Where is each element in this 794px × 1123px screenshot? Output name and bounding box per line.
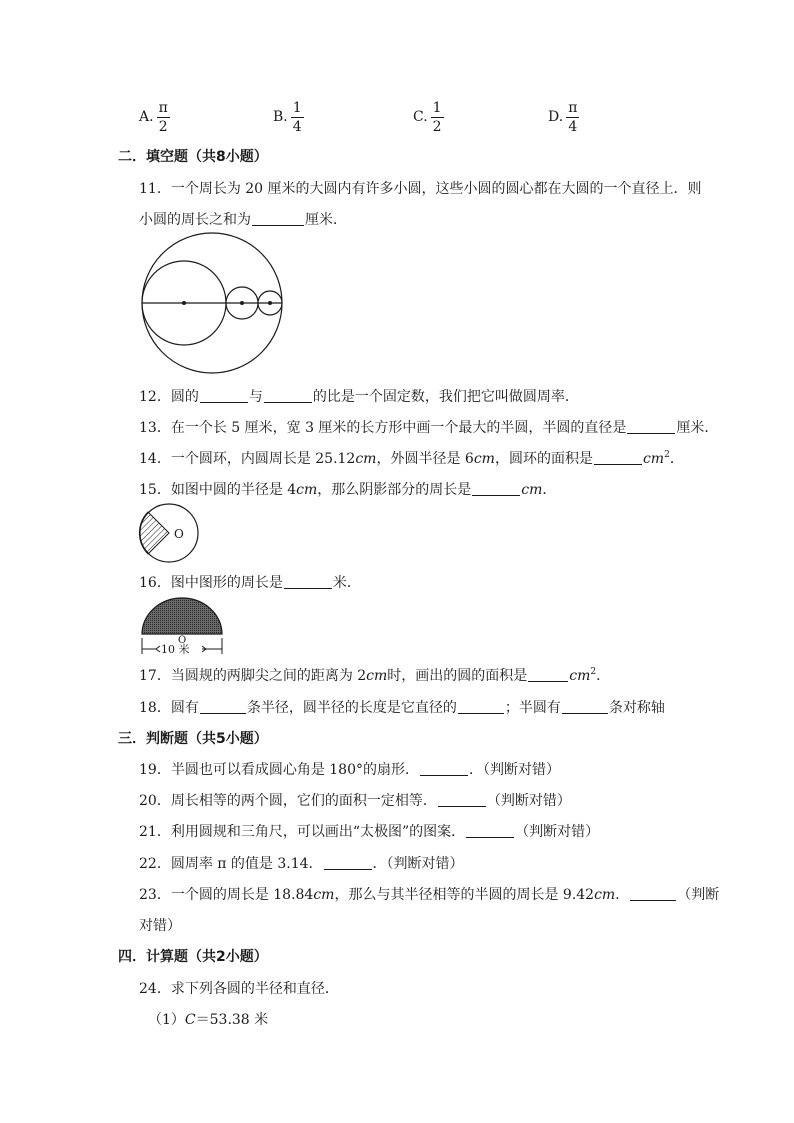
option-letter: D. <box>548 109 564 125</box>
q18-text-a: 18．圆有 <box>139 700 199 716</box>
q18-text-d: 条对称轴 <box>608 700 665 716</box>
q21-text-a: 21．利用圆规和三角尺，可以画出“太极图”的图案． <box>139 824 466 840</box>
denominator: 2 <box>432 118 442 135</box>
q20-text-b: （判断对错） <box>486 793 571 809</box>
question-16 <box>139 572 361 592</box>
numerator: 1 <box>432 99 442 116</box>
center-label: O <box>174 527 184 541</box>
unit-cm: cm <box>569 668 591 684</box>
unit-cm: cm <box>521 482 543 498</box>
answer-blank[interactable] <box>264 388 312 403</box>
unit-cm: cm <box>642 451 665 467</box>
q18-text-b: 条半径，圆半径的长度是它直径的 <box>246 700 457 716</box>
q14-text-b: ，外圆半径是 6 <box>376 451 474 467</box>
figure-circles-on-diameter <box>140 236 284 370</box>
q11-text: 11．一个周长为 20 厘米的大圆内有许多小圆，这些小圆的圆心都在大圆的一个直径上．则 <box>139 181 702 197</box>
center-dot <box>182 301 186 305</box>
answer-blank[interactable] <box>252 211 304 226</box>
answer-blank[interactable] <box>420 761 468 776</box>
q22-text-a: 22．圆周率 π 的值是 3.14． <box>139 856 323 872</box>
option-d <box>548 97 579 137</box>
q13-text-a: 13．在一个长 5 厘米，宽 3 厘米的长方形中画一个最大的半圆，半圆的直径是 <box>139 420 627 436</box>
section-heading-judge: 三．判断题（共5小题） <box>118 731 268 747</box>
option-c <box>413 97 444 137</box>
option-b <box>273 97 304 137</box>
center-label: O <box>178 635 187 646</box>
unit-cm: cm <box>313 887 335 903</box>
numerator: π <box>568 99 578 116</box>
question-20 <box>139 790 571 810</box>
q23-text-b: ，那么与其半径相等的半圆的周长是 9.42 <box>334 887 595 903</box>
q16-text-a: 16．图中图形的周长是 <box>139 575 283 591</box>
center-dot <box>268 301 272 305</box>
question-11-cont <box>139 209 347 229</box>
question-23-cont <box>139 915 181 935</box>
q12-text-b: 与 <box>248 389 263 405</box>
q12-text-a: 12．圆的 <box>139 389 199 405</box>
answer-blank[interactable] <box>528 667 568 682</box>
answer-blank[interactable] <box>594 450 642 465</box>
question-11 <box>139 178 702 198</box>
q15-text-b: ，那么阴影部分的周长是 <box>317 482 472 498</box>
q17-text-a: 17．当圆规的两脚尖之间的距离为 2 <box>139 668 367 684</box>
answer-blank[interactable] <box>458 699 504 714</box>
option-letter: C. <box>413 109 428 125</box>
q15-text-a: 15．如图中圆的半径是 4 <box>139 482 297 498</box>
q23-text-a: 23．一个圆的周长是 18.84 <box>139 887 314 903</box>
unit-cm: cm <box>473 451 495 467</box>
fraction <box>157 100 170 135</box>
q15-text-c: ． <box>542 482 557 498</box>
q24-part-value: ＝53.38 米 <box>195 1012 269 1028</box>
superscript: 2 <box>590 667 597 677</box>
answer-blank[interactable] <box>472 481 520 496</box>
question-12 <box>139 386 579 406</box>
denominator: 2 <box>158 118 168 135</box>
question-15 <box>139 479 556 499</box>
q23-text-d: （判断 <box>677 887 720 903</box>
option-letter: B. <box>273 109 288 125</box>
q13-text-b: 厘米． <box>676 420 719 436</box>
q24-part-label: （1） <box>148 1012 185 1028</box>
section-heading-fill: 二．填空题（共8小题） <box>118 149 268 165</box>
question-22 <box>139 853 464 873</box>
answer-blank[interactable] <box>466 823 514 838</box>
question-24 <box>139 978 339 998</box>
q19-text-b: ．（判断对错） <box>469 762 560 778</box>
answer-blank[interactable] <box>200 388 248 403</box>
denominator: 4 <box>292 118 302 135</box>
answer-blank[interactable] <box>562 699 608 714</box>
section-heading-calc: 四．计算题（共2小题） <box>118 949 268 965</box>
variable-c: C <box>184 1012 196 1028</box>
question-23 <box>139 884 719 904</box>
q16-text-b: 米． <box>332 575 361 591</box>
q12-text-c: 的比是一个固定数，我们把它叫做圆周率． <box>312 389 579 405</box>
dimension-label: 10 米 <box>161 643 190 656</box>
q19-text-a: 19．半圆也可以看成圆心角是 180°的扇形． <box>139 762 419 778</box>
q22-text-b: ．（判断对错） <box>372 856 464 872</box>
option-letter: A. <box>139 109 154 125</box>
denominator: 4 <box>568 118 578 135</box>
question-21 <box>139 821 599 841</box>
numerator: π <box>158 99 168 116</box>
unit-cm: cm <box>366 668 388 684</box>
answer-blank[interactable] <box>284 574 332 589</box>
figure-semicircle <box>140 598 224 656</box>
q11-text-c: 厘米． <box>305 212 347 228</box>
q14-text-d: ． <box>669 451 684 467</box>
q17-text-c: ． <box>596 668 611 684</box>
q18-text-c: ；半圆有 <box>504 700 561 716</box>
fraction <box>291 100 304 135</box>
q14-text-a: 14．一个圆环，内圆周长是 25.12 <box>139 451 356 467</box>
q24-text-a: 24．求下列各圆的半径和直径． <box>139 981 339 997</box>
answer-blank[interactable] <box>438 792 486 807</box>
fraction <box>431 100 444 135</box>
question-24-part-1 <box>148 1009 268 1029</box>
q23-text-e: 对错） <box>139 918 181 934</box>
q11-text-b: 小圆的周长之和为 <box>139 212 251 228</box>
numerator: 1 <box>292 99 302 116</box>
fraction <box>566 100 579 135</box>
q17-text-b: 时，画出的圆的面积是 <box>387 668 528 684</box>
superscript: 2 <box>664 450 670 460</box>
unit-cm: cm <box>355 451 377 467</box>
question-18 <box>139 697 665 717</box>
unit-cm: cm <box>594 887 616 903</box>
question-14 <box>139 448 684 468</box>
center-dot <box>240 301 244 305</box>
q20-text-a: 20．周长相等的两个圆，它们的面积一定相等． <box>139 793 437 809</box>
figure-shaded-sector <box>139 503 199 563</box>
question-13 <box>139 417 718 437</box>
answer-blank[interactable] <box>200 699 246 714</box>
answer-blank[interactable] <box>630 886 676 901</box>
semicircle <box>142 598 222 634</box>
answer-blank[interactable] <box>324 855 372 870</box>
q23-text-c: ． <box>615 887 630 903</box>
option-a <box>139 97 170 137</box>
q21-text-b: （判断对错） <box>515 824 600 840</box>
q14-text-c: ，圆环的面积是 <box>494 451 593 467</box>
answer-blank[interactable] <box>627 419 675 434</box>
question-17 <box>139 665 610 685</box>
unit-cm: cm <box>296 482 318 498</box>
question-19 <box>139 759 560 779</box>
